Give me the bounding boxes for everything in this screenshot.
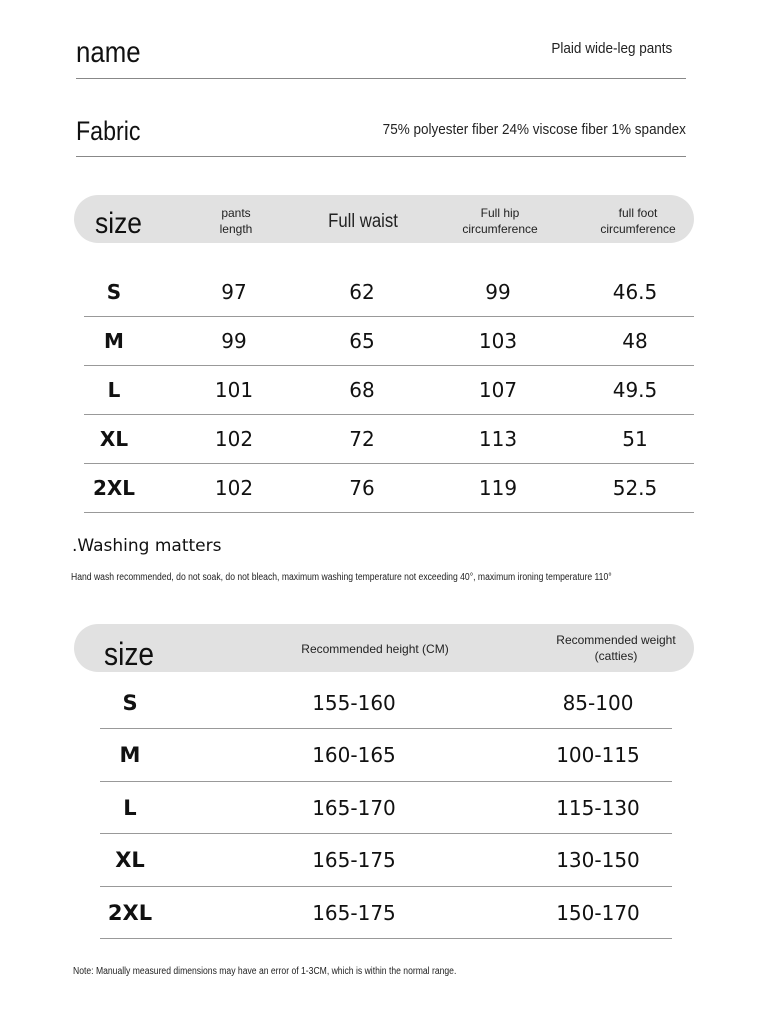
measurement-cell: 72: [349, 427, 375, 451]
size-table-header-full-hip: Full hip circumference: [462, 206, 538, 237]
size-cell: L: [123, 795, 137, 820]
measurement-cell: 102: [214, 476, 254, 500]
measurement-cell: 62: [349, 280, 375, 304]
measurement-cell: 52.5: [612, 476, 658, 500]
measurement-cell: 103: [478, 329, 518, 353]
height-cell: 160-165: [312, 743, 396, 767]
fit-table-header-weight: Recommended weight (catties): [556, 633, 676, 664]
fit-table-header-height: Recommended height (CM): [301, 642, 449, 656]
measurement-cell: 119: [478, 476, 518, 500]
name-label: name: [76, 36, 141, 69]
product-name-row: [76, 28, 686, 79]
fit-table-header-size: size: [104, 636, 155, 672]
table-row: [100, 835, 672, 887]
measurement-cell: 99: [221, 329, 247, 353]
weight-cell: 100-115: [556, 743, 640, 767]
measurement-cell: 65: [349, 329, 375, 353]
table-row: [84, 415, 694, 464]
size-cell: M: [119, 743, 141, 767]
measurement-cell: 102: [214, 427, 254, 451]
measurement-cell: 46.5: [612, 280, 658, 304]
table-row: [84, 366, 694, 415]
table-row: [100, 887, 672, 939]
measurement-note: Note: Manually measured dimensions may have an error of 1-3CM, which is within the normal range.: [73, 966, 457, 977]
size-cell: L: [107, 378, 121, 402]
height-cell: 165-175: [312, 900, 396, 925]
measurement-cell: 97: [221, 280, 247, 304]
fabric-row: [76, 108, 686, 157]
height-cell: 155-160: [312, 690, 396, 715]
measurement-cell: 76: [349, 476, 375, 500]
measurement-cell: 101: [214, 378, 254, 402]
measurement-cell: 99: [485, 280, 511, 304]
measurement-cell: 107: [478, 378, 518, 402]
weight-cell: 85-100: [562, 690, 634, 715]
size-table-header-pants-length: pants length: [219, 206, 253, 237]
weight-cell: 150-170: [556, 900, 640, 925]
size-cell: M: [104, 329, 124, 353]
washing-instructions: Hand wash recommended, do not soak, do not bleach, maximum washing temperature not exceeding 40°, maximum ironing temperature 110°: [71, 572, 612, 583]
washing-title: .Washing matters: [72, 536, 222, 556]
measurement-cell: 49.5: [612, 378, 658, 402]
height-cell: 165-175: [312, 848, 396, 872]
weight-cell: 115-130: [556, 795, 640, 820]
size-table-header-size: size: [95, 207, 142, 240]
size-cell: 2XL: [107, 900, 153, 925]
weight-cell: 130-150: [556, 848, 640, 872]
size-table-header-full-waist: Full waist: [328, 211, 398, 232]
size-cell: S: [122, 690, 138, 715]
fabric-label: Fabric: [76, 116, 141, 146]
height-cell: 165-170: [312, 795, 396, 820]
table-row: [84, 317, 694, 366]
measurement-cell: 51: [622, 427, 648, 451]
table-row: [100, 782, 672, 834]
size-cell: S: [106, 280, 122, 304]
size-cell: XL: [115, 848, 145, 872]
table-row: [100, 730, 672, 782]
size-table-header-full-foot: full foot circumference: [600, 206, 676, 237]
measurement-cell: 48: [622, 329, 648, 353]
table-row: [100, 677, 672, 729]
size-cell: XL: [99, 427, 129, 451]
measurement-cell: 113: [478, 427, 518, 451]
table-row: [84, 268, 694, 317]
size-cell: 2XL: [92, 476, 136, 500]
measurement-cell: 68: [349, 378, 375, 402]
table-row: [84, 464, 694, 513]
name-value: Plaid wide-leg pants: [551, 40, 672, 57]
fabric-value: 75% polyester fiber 24% viscose fiber 1% spandex: [382, 121, 686, 138]
